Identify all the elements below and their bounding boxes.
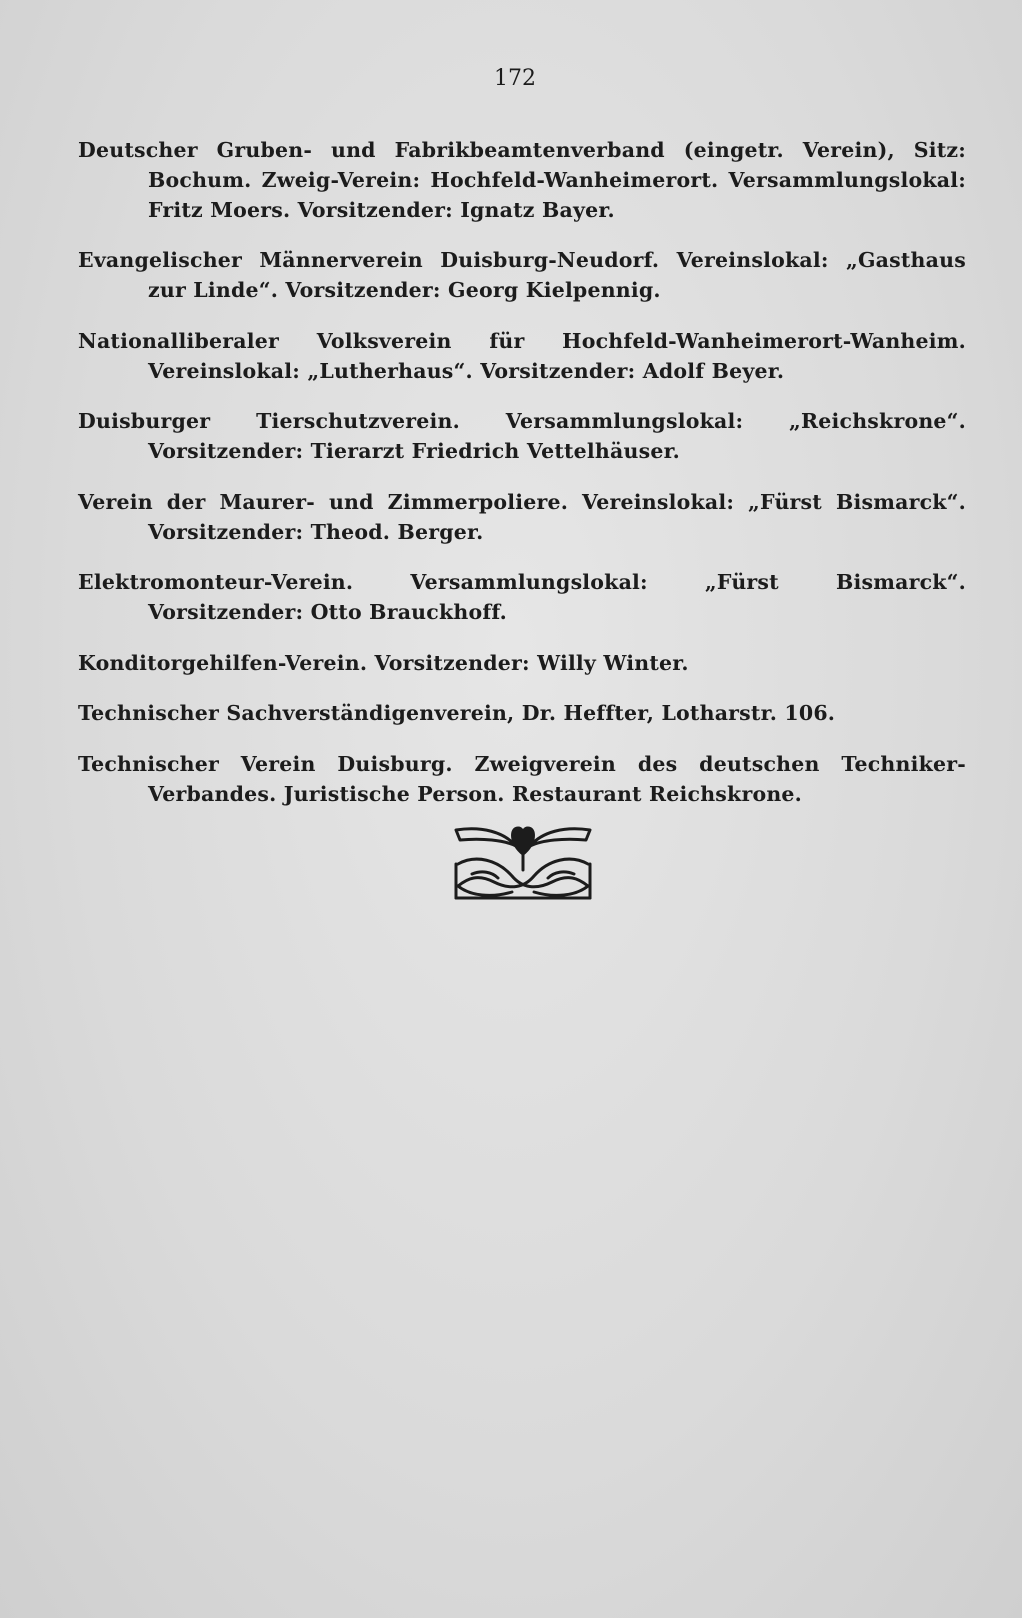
association-list	[78, 114, 966, 815]
list-item: Duisburger Tierschutzverein. Versammlungslokal: „Reichskrone“. Vorsitzender: Tierarzt Friedrich Vettelhäuser.	[78, 409, 966, 463]
list-item: Technischer Sachverständigenverein, Dr. Heffter, Lotharstr. 106.	[78, 701, 836, 725]
page-number: 172	[494, 66, 536, 91]
list-item: Nationalliberaler Volksverein für Hochfeld-Wanheimerort-Wanheim. Vereinslokal: „Lutherhaus“. Vorsitzender: Adolf Beyer.	[78, 328, 966, 383]
list-item: Konditorgehilfen-Verein. Vorsitzender: Willy Winter.	[78, 650, 689, 675]
list-item: Technischer Verein Duisburg. Zweigverein des deutschen Techniker-Verbandes. Juristische Person. Restaurant Reichskrone.	[78, 751, 966, 806]
list-item: Elektromonteur-Verein. Versammlungslokal: „Fürst Bismarck“. Vorsitzender: Otto Brauckhoff.	[78, 570, 966, 624]
art-nouveau-ornament-icon	[452, 824, 594, 902]
list-item: Deutscher Gruben- und Fabrikbeamtenverband (eingetr. Verein), Sitz: Bochum. Zweig-Verein: Hochfeld-Wanheimerort. Versammlungslokal: Fritz Moers. Vorsitzender: Ignatz Bayer.	[78, 137, 966, 222]
list-item: Verein der Maurer- und Zimmerpoliere. Vereinslokal: „Fürst Bismarck“. Vorsitzender: Theod. Berger.	[78, 489, 966, 544]
list-item: Evangelischer Männerverein Duisburg-Neudorf. Vereinslokal: „Gasthaus zur Linde“. Vorsitzender: Georg Kielpennig.	[78, 248, 966, 302]
